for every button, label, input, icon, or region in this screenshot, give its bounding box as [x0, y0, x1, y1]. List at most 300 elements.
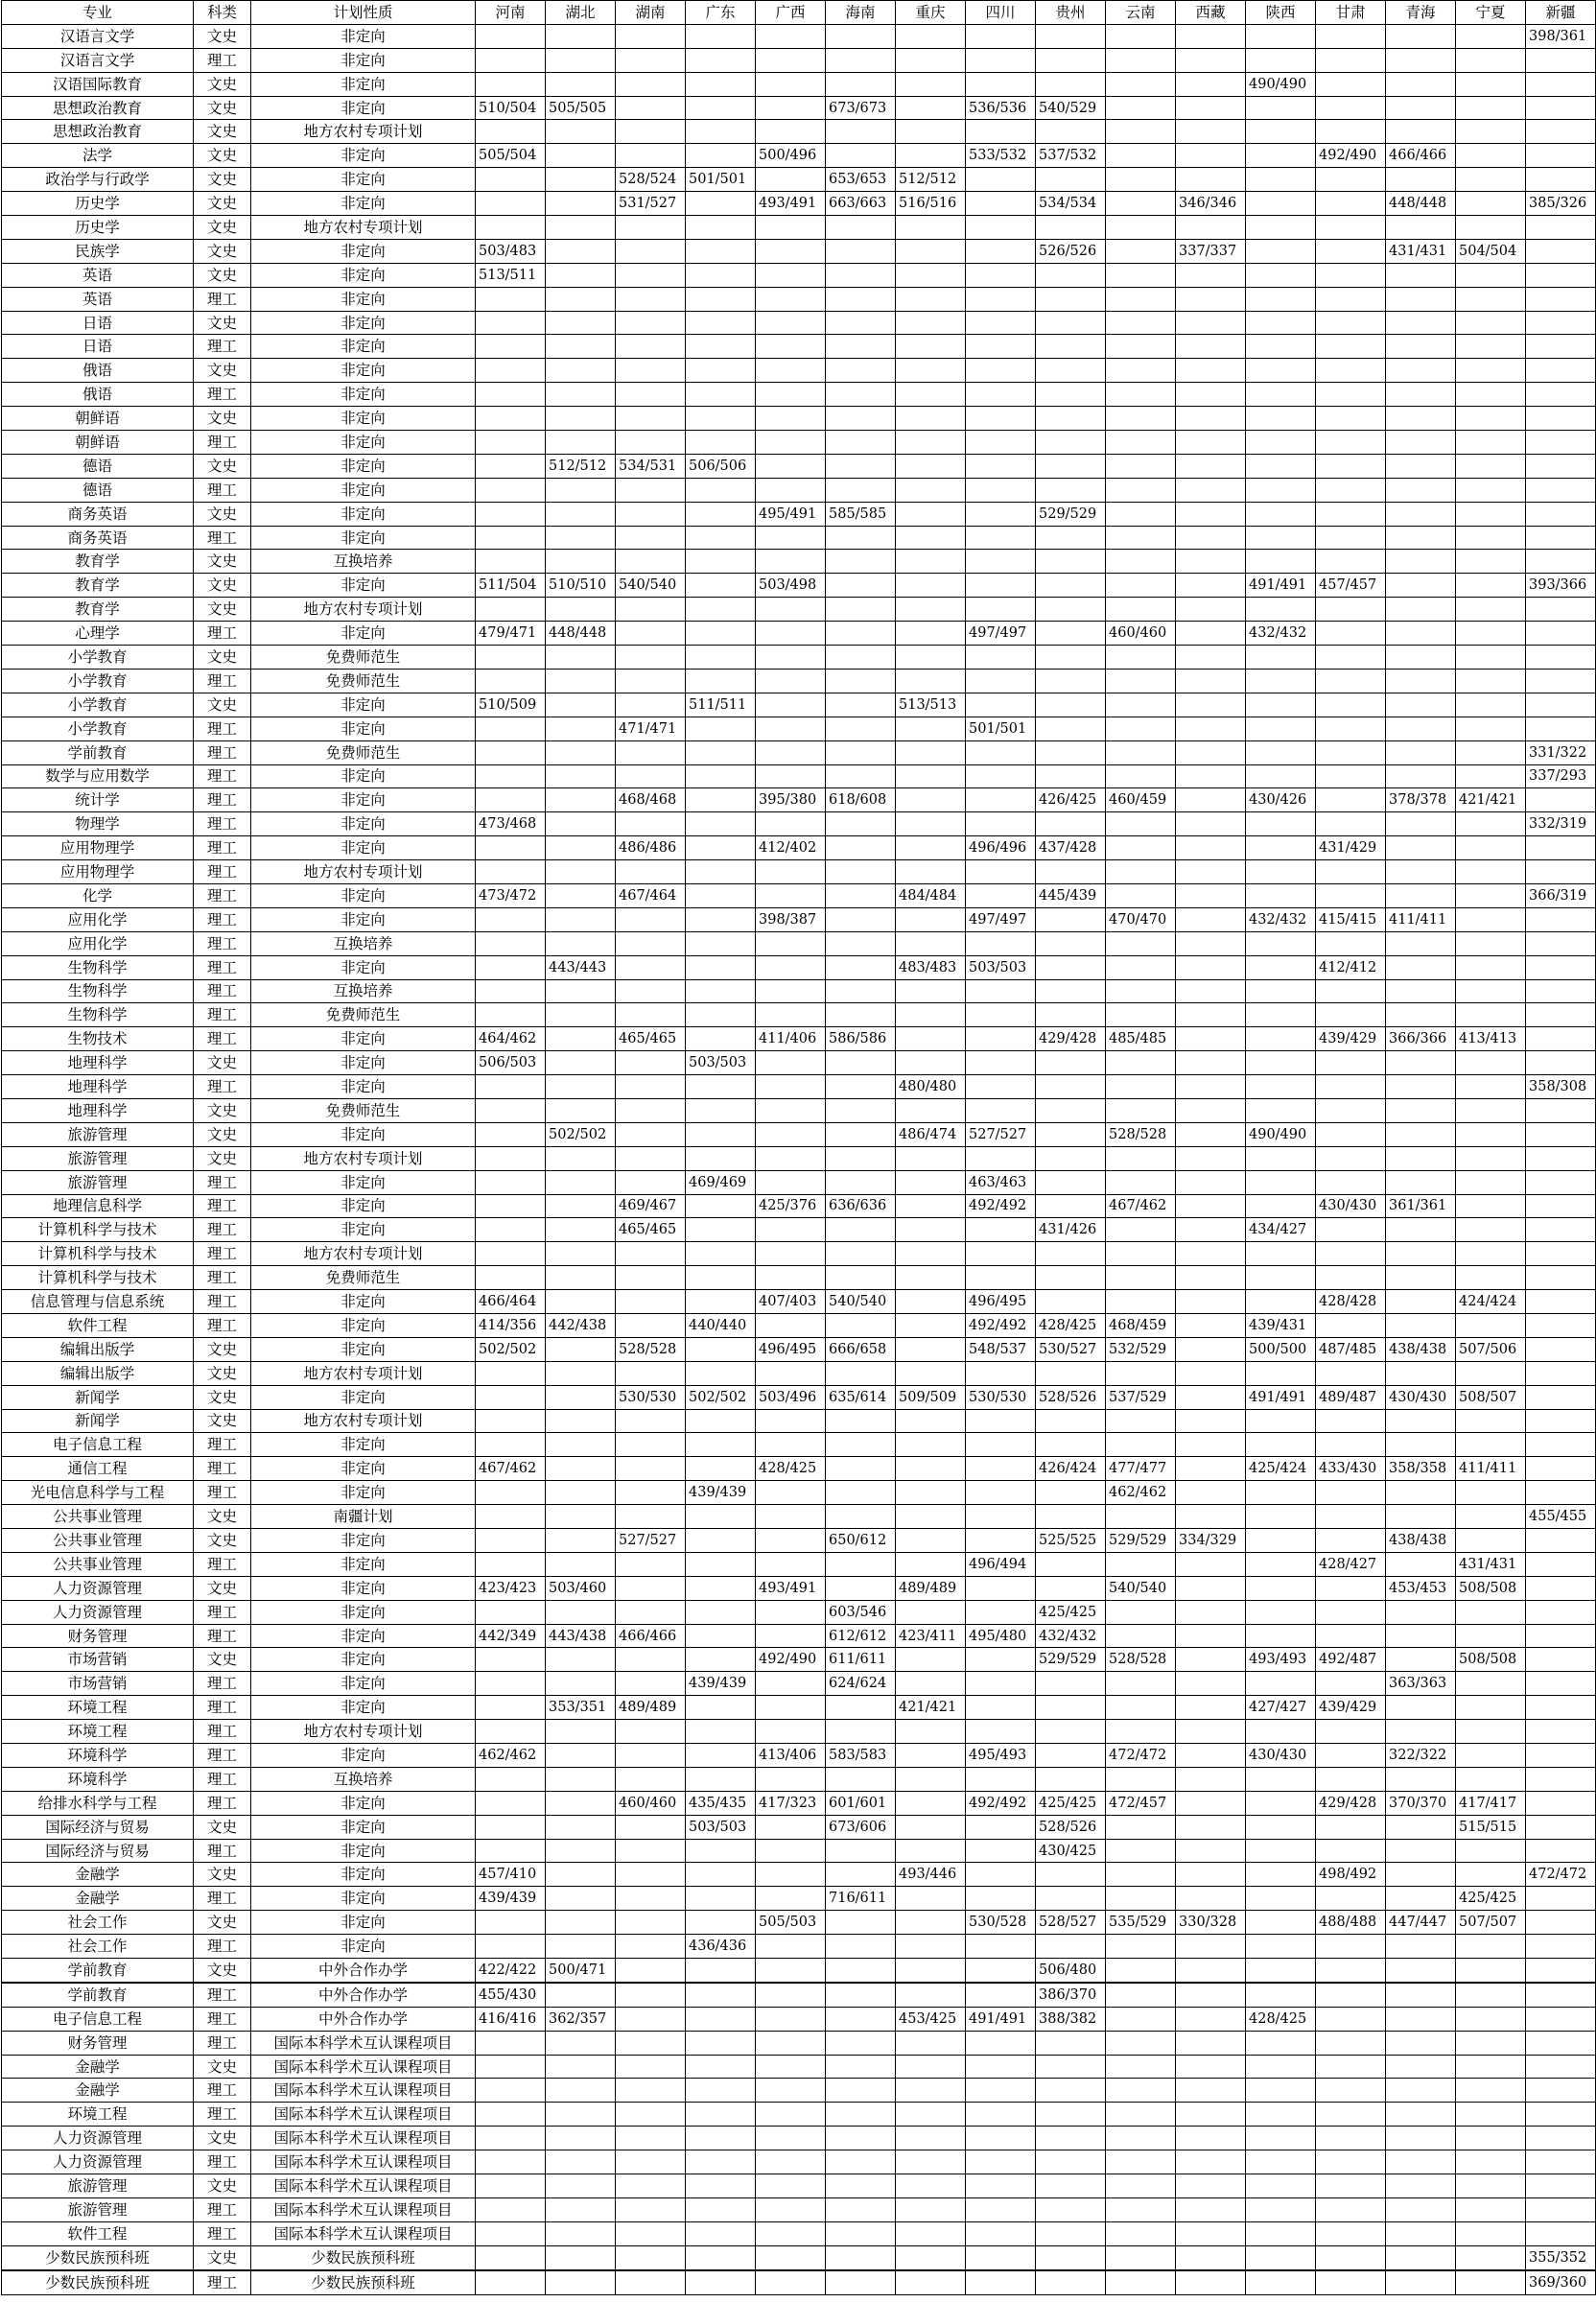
cell-score [686, 1075, 756, 1099]
cell-score [756, 478, 826, 502]
cell-score [826, 1433, 896, 1457]
cell-score [1036, 454, 1106, 478]
cell-score [1176, 168, 1246, 192]
cell-score: 413/406 [756, 1744, 826, 1768]
cell-score [1036, 860, 1106, 884]
cell-score: 495/491 [756, 502, 826, 526]
cell-score [616, 96, 686, 120]
cell-category: 文史 [194, 96, 251, 120]
cell-major: 公共事业管理 [2, 1529, 194, 1553]
cell-plan-type: 非定向 [251, 1337, 476, 1361]
cell-major: 汉语国际教育 [2, 72, 194, 96]
cell-score [476, 2079, 546, 2103]
cell-score [1386, 1266, 1456, 1290]
cell-major: 历史学 [2, 192, 194, 216]
cell-score [756, 383, 826, 407]
cell-plan-type: 非定向 [251, 1457, 476, 1481]
cell-score: 358/308 [1526, 1075, 1596, 1099]
cell-score: 369/360 [1526, 2270, 1596, 2294]
admission-score-table [1, 0, 1596, 2295]
cell-score [1106, 407, 1176, 431]
cell-score [686, 788, 756, 812]
cell-score [1246, 717, 1316, 740]
cell-score [756, 216, 826, 240]
cell-score [1176, 1887, 1246, 1911]
cell-score [1246, 1529, 1316, 1553]
cell-score [1456, 2174, 1526, 2198]
cell-major: 计算机科学与技术 [2, 1218, 194, 1242]
cell-score [756, 1815, 826, 1839]
cell-score [616, 2221, 686, 2245]
cell-score [1036, 1075, 1106, 1099]
cell-category: 理工 [194, 931, 251, 955]
cell-score [1176, 1576, 1246, 1600]
cell-major: 生物技术 [2, 1027, 194, 1051]
cell-score: 503/498 [756, 574, 826, 598]
cell-score [1456, 1122, 1526, 1146]
cell-score [826, 574, 896, 598]
cell-score [476, 646, 546, 670]
cell-score [826, 383, 896, 407]
cell-plan-type: 国际本科学术互认课程项目 [251, 2221, 476, 2245]
cell-score [1246, 1767, 1316, 1791]
cell-score [686, 96, 756, 120]
cell-score [476, 1600, 546, 1624]
table-row [2, 1075, 1596, 1099]
cell-score [1176, 1600, 1246, 1624]
cell-score [1036, 2221, 1106, 2245]
cell-score [826, 1959, 896, 1983]
cell-score [826, 1935, 896, 1959]
cell-score [1316, 717, 1386, 740]
cell-score [1246, 1911, 1316, 1935]
cell-major: 环境科学 [2, 1744, 194, 1768]
cell-major: 民族学 [2, 239, 194, 263]
cell-score [1316, 1313, 1386, 1337]
cell-category: 文史 [194, 1409, 251, 1433]
cell-score [966, 1098, 1036, 1122]
cell-score [476, 1696, 546, 1720]
cell-score [826, 2055, 896, 2079]
cell-score [1176, 1242, 1246, 1266]
cell-score: 460/459 [1106, 788, 1176, 812]
cell-score [1526, 907, 1596, 931]
cell-score [616, 2197, 686, 2221]
cell-score [756, 2127, 826, 2150]
cell-score [1526, 1696, 1596, 1720]
cell-score [1106, 120, 1176, 144]
cell-category: 文史 [194, 693, 251, 717]
cell-score [616, 693, 686, 717]
cell-score [756, 1552, 826, 1576]
cell-score [1316, 1959, 1386, 1983]
cell-category: 理工 [194, 860, 251, 884]
cell-score [1526, 1098, 1596, 1122]
cell-score: 583/583 [826, 1744, 896, 1768]
cell-score [1386, 1003, 1456, 1027]
cell-score [756, 1266, 826, 1290]
cell-score [1246, 860, 1316, 884]
cell-score: 636/636 [826, 1194, 896, 1218]
cell-score [1386, 550, 1456, 574]
cell-score [476, 1409, 546, 1433]
cell-score [1176, 287, 1246, 311]
cell-score [826, 1696, 896, 1720]
cell-score: 484/484 [896, 883, 966, 907]
cell-score [756, 2174, 826, 2198]
cell-score: 502/502 [546, 1122, 616, 1146]
cell-score [1246, 1600, 1316, 1624]
cell-score [686, 478, 756, 502]
cell-score: 488/488 [1316, 1911, 1386, 1935]
cell-category: 理工 [194, 48, 251, 72]
cell-score [1456, 836, 1526, 860]
cell-score [1316, 622, 1386, 646]
cell-score [756, 1122, 826, 1146]
cell-score [1246, 2150, 1316, 2174]
cell-score: 540/540 [826, 1290, 896, 1314]
cell-score [966, 931, 1036, 955]
cell-score [1526, 693, 1596, 717]
cell-score [1036, 2245, 1106, 2269]
cell-score [616, 526, 686, 550]
cell-score: 439/439 [476, 1887, 546, 1911]
cell-score [1176, 717, 1246, 740]
cell-score [1036, 1552, 1106, 1576]
cell-score [1456, 478, 1526, 502]
cell-score [826, 1075, 896, 1099]
cell-plan-type: 地方农村专项计划 [251, 1720, 476, 1744]
cell-score [616, 1863, 686, 1887]
cell-score: 501/501 [966, 717, 1036, 740]
cell-score [1036, 740, 1106, 764]
cell-score [616, 120, 686, 144]
cell-score [1246, 1290, 1316, 1314]
table-row [2, 1959, 1596, 1983]
cell-score: 511/511 [686, 693, 756, 717]
cell-score [1316, 979, 1386, 1003]
table-row [2, 860, 1596, 884]
cell-score [686, 740, 756, 764]
cell-score [476, 2174, 546, 2198]
cell-score [616, 2127, 686, 2150]
cell-score [686, 717, 756, 740]
cell-score: 428/425 [1036, 1313, 1106, 1337]
table-row [2, 383, 1596, 407]
cell-score [896, 24, 966, 48]
cell-major: 德语 [2, 454, 194, 478]
cell-score [1036, 1290, 1106, 1314]
cell-score [1456, 669, 1526, 693]
cell-score [1386, 335, 1456, 359]
cell-score [1036, 1720, 1106, 1744]
cell-plan-type: 少数民族预科班 [251, 2270, 476, 2294]
cell-score [616, 1767, 686, 1791]
cell-score [1316, 1672, 1386, 1696]
table-row [2, 2197, 1596, 2221]
cell-major: 环境工程 [2, 2103, 194, 2127]
cell-score [1526, 263, 1596, 287]
cell-score [1456, 1098, 1526, 1122]
cell-score [686, 1696, 756, 1720]
cell-score: 467/464 [616, 883, 686, 907]
cell-score [896, 1839, 966, 1863]
cell-score [546, 550, 616, 574]
cell-score [686, 1648, 756, 1672]
cell-score [826, 1911, 896, 1935]
cell-score [1526, 526, 1596, 550]
cell-score [756, 860, 826, 884]
cell-score [1106, 1863, 1176, 1887]
cell-category: 理工 [194, 1600, 251, 1624]
cell-score [686, 1911, 756, 1935]
cell-score [476, 1170, 546, 1194]
cell-score [1386, 598, 1456, 622]
cell-score [966, 1863, 1036, 1887]
cell-score [966, 1887, 1036, 1911]
cell-plan-type: 互换培养 [251, 1767, 476, 1791]
cell-score [1176, 1983, 1246, 2007]
cell-score [616, 2270, 686, 2294]
cell-score [686, 263, 756, 287]
cell-score [1316, 860, 1386, 884]
cell-score [546, 1361, 616, 1385]
cell-score [826, 1767, 896, 1791]
cell-score [1316, 1935, 1386, 1959]
cell-score [896, 1887, 966, 1911]
cell-score [756, 1170, 826, 1194]
cell-score [1316, 431, 1386, 455]
cell-score: 500/500 [1246, 1337, 1316, 1361]
cell-category: 理工 [194, 2079, 251, 2103]
cell-score [1176, 526, 1246, 550]
cell-score [1316, 263, 1386, 287]
cell-score [1246, 1409, 1316, 1433]
cell-score [546, 1481, 616, 1505]
cell-score [686, 907, 756, 931]
cell-score [826, 1361, 896, 1385]
cell-score [896, 2055, 966, 2079]
cell-score [1176, 502, 1246, 526]
cell-score [1316, 1481, 1386, 1505]
cell-score [1456, 120, 1526, 144]
cell-score [896, 1600, 966, 1624]
cell-category: 文史 [194, 1863, 251, 1887]
cell-category: 理工 [194, 764, 251, 788]
cell-score [826, 669, 896, 693]
cell-score [1106, 1600, 1176, 1624]
cell-category: 文史 [194, 1361, 251, 1385]
cell-score [1106, 72, 1176, 96]
table-row [2, 2031, 1596, 2055]
cell-score [756, 359, 826, 383]
cell-score [1456, 216, 1526, 240]
cell-category: 理工 [194, 1624, 251, 1648]
cell-score [1526, 2055, 1596, 2079]
cell-score [616, 1887, 686, 1911]
cell-score: 434/427 [1246, 1218, 1316, 1242]
cell-score [966, 1815, 1036, 1839]
cell-score [826, 2127, 896, 2150]
cell-score [686, 311, 756, 335]
cell-score [686, 1529, 756, 1553]
cell-score [1246, 1720, 1316, 1744]
cell-score [896, 2150, 966, 2174]
cell-score: 429/428 [1036, 1027, 1106, 1051]
cell-score [546, 24, 616, 48]
cell-score [1176, 335, 1246, 359]
cell-score [756, 1075, 826, 1099]
cell-score [686, 931, 756, 955]
cell-score [1316, 526, 1386, 550]
cell-score [826, 72, 896, 96]
cell-score: 510/510 [546, 574, 616, 598]
cell-score [546, 740, 616, 764]
cell-score [1176, 216, 1246, 240]
cell-score: 536/536 [966, 96, 1036, 120]
cell-score: 463/463 [966, 1170, 1036, 1194]
cell-score [1316, 1170, 1386, 1194]
cell-score [966, 1767, 1036, 1791]
cell-score [1176, 574, 1246, 598]
cell-score [756, 1242, 826, 1266]
cell-score: 530/530 [966, 1385, 1036, 1409]
table-row [2, 2007, 1596, 2031]
cell-plan-type: 地方农村专项计划 [251, 1146, 476, 1170]
cell-score [1386, 955, 1456, 979]
cell-score [546, 526, 616, 550]
cell-score: 445/439 [1036, 883, 1106, 907]
cell-score [1246, 1815, 1316, 1839]
cell-score: 430/426 [1246, 788, 1316, 812]
cell-score [1246, 669, 1316, 693]
cell-plan-type: 非定向 [251, 1911, 476, 1935]
cell-score [1106, 1266, 1176, 1290]
cell-score [826, 454, 896, 478]
cell-score [476, 2127, 546, 2150]
cell-score [966, 311, 1036, 335]
cell-score [616, 1361, 686, 1385]
cell-major: 地理科学 [2, 1051, 194, 1075]
cell-score [616, 1146, 686, 1170]
cell-score [966, 1481, 1036, 1505]
cell-score [476, 836, 546, 860]
cell-score [1176, 2197, 1246, 2221]
table-row [2, 788, 1596, 812]
cell-score [1246, 1361, 1316, 1385]
cell-major: 教育学 [2, 550, 194, 574]
cell-score: 504/504 [1456, 239, 1526, 263]
cell-score [826, 2221, 896, 2245]
cell-score [1526, 1887, 1596, 1911]
cell-score [1386, 1505, 1456, 1529]
cell-score [896, 2174, 966, 2198]
cell-plan-type: 非定向 [251, 263, 476, 287]
cell-plan-type: 非定向 [251, 335, 476, 359]
cell-major: 地理科学 [2, 1075, 194, 1099]
cell-score [616, 1051, 686, 1075]
cell-score [546, 1409, 616, 1433]
cell-score [476, 2245, 546, 2269]
cell-score [616, 1839, 686, 1863]
cell-plan-type: 地方农村专项计划 [251, 860, 476, 884]
cell-score [1176, 979, 1246, 1003]
cell-score [1316, 1744, 1386, 1768]
cell-score [1456, 1313, 1526, 1337]
cell-score: 411/406 [756, 1027, 826, 1051]
cell-score [1036, 311, 1106, 335]
cell-score [826, 1003, 896, 1027]
cell-score [616, 311, 686, 335]
cell-major: 小学教育 [2, 646, 194, 670]
table-row [2, 764, 1596, 788]
cell-major: 法学 [2, 144, 194, 168]
cell-score [1316, 740, 1386, 764]
cell-score [1456, 2103, 1526, 2127]
cell-score [896, 72, 966, 96]
cell-score [1246, 1791, 1316, 1815]
cell-score: 526/526 [1036, 239, 1106, 263]
cell-score: 493/446 [896, 1863, 966, 1887]
table-row [2, 717, 1596, 740]
cell-score: 436/436 [686, 1935, 756, 1959]
cell-score: 388/382 [1036, 2007, 1106, 2031]
table-row [2, 287, 1596, 311]
cell-score [1526, 1266, 1596, 1290]
cell-major: 编辑出版学 [2, 1361, 194, 1385]
cell-score [1106, 2150, 1176, 2174]
cell-score [896, 526, 966, 550]
cell-score [476, 1935, 546, 1959]
cell-category: 理工 [194, 1242, 251, 1266]
cell-score [1526, 717, 1596, 740]
cell-score [546, 168, 616, 192]
cell-score [1246, 1839, 1316, 1863]
cell-category: 理工 [194, 883, 251, 907]
cell-score: 528/528 [1106, 1122, 1176, 1146]
cell-category: 理工 [194, 2150, 251, 2174]
cell-score [616, 502, 686, 526]
cell-plan-type: 国际本科学术互认课程项目 [251, 2127, 476, 2150]
cell-score [1526, 1457, 1596, 1481]
cell-score [1106, 431, 1176, 455]
cell-score [1246, 335, 1316, 359]
cell-score [476, 740, 546, 764]
cell-score [1456, 359, 1526, 383]
cell-plan-type: 国际本科学术互认课程项目 [251, 2150, 476, 2174]
cell-score [896, 1003, 966, 1027]
cell-score [686, 2103, 756, 2127]
cell-score [686, 1290, 756, 1314]
cell-score [826, 860, 896, 884]
cell-score [476, 955, 546, 979]
cell-score: 503/496 [756, 1385, 826, 1409]
cell-score [546, 1242, 616, 1266]
cell-score [966, 192, 1036, 216]
header-province: 广西 [756, 1, 826, 25]
cell-plan-type: 国际本科学术互认课程项目 [251, 2197, 476, 2221]
cell-score [1106, 955, 1176, 979]
cell-score [966, 788, 1036, 812]
cell-score [1526, 1911, 1596, 1935]
cell-score [1176, 1505, 1246, 1529]
cell-score [476, 24, 546, 48]
cell-score [1386, 2103, 1456, 2127]
cell-score [1176, 2245, 1246, 2269]
cell-score [1526, 1313, 1596, 1337]
cell-score [896, 598, 966, 622]
cell-plan-type: 非定向 [251, 1696, 476, 1720]
